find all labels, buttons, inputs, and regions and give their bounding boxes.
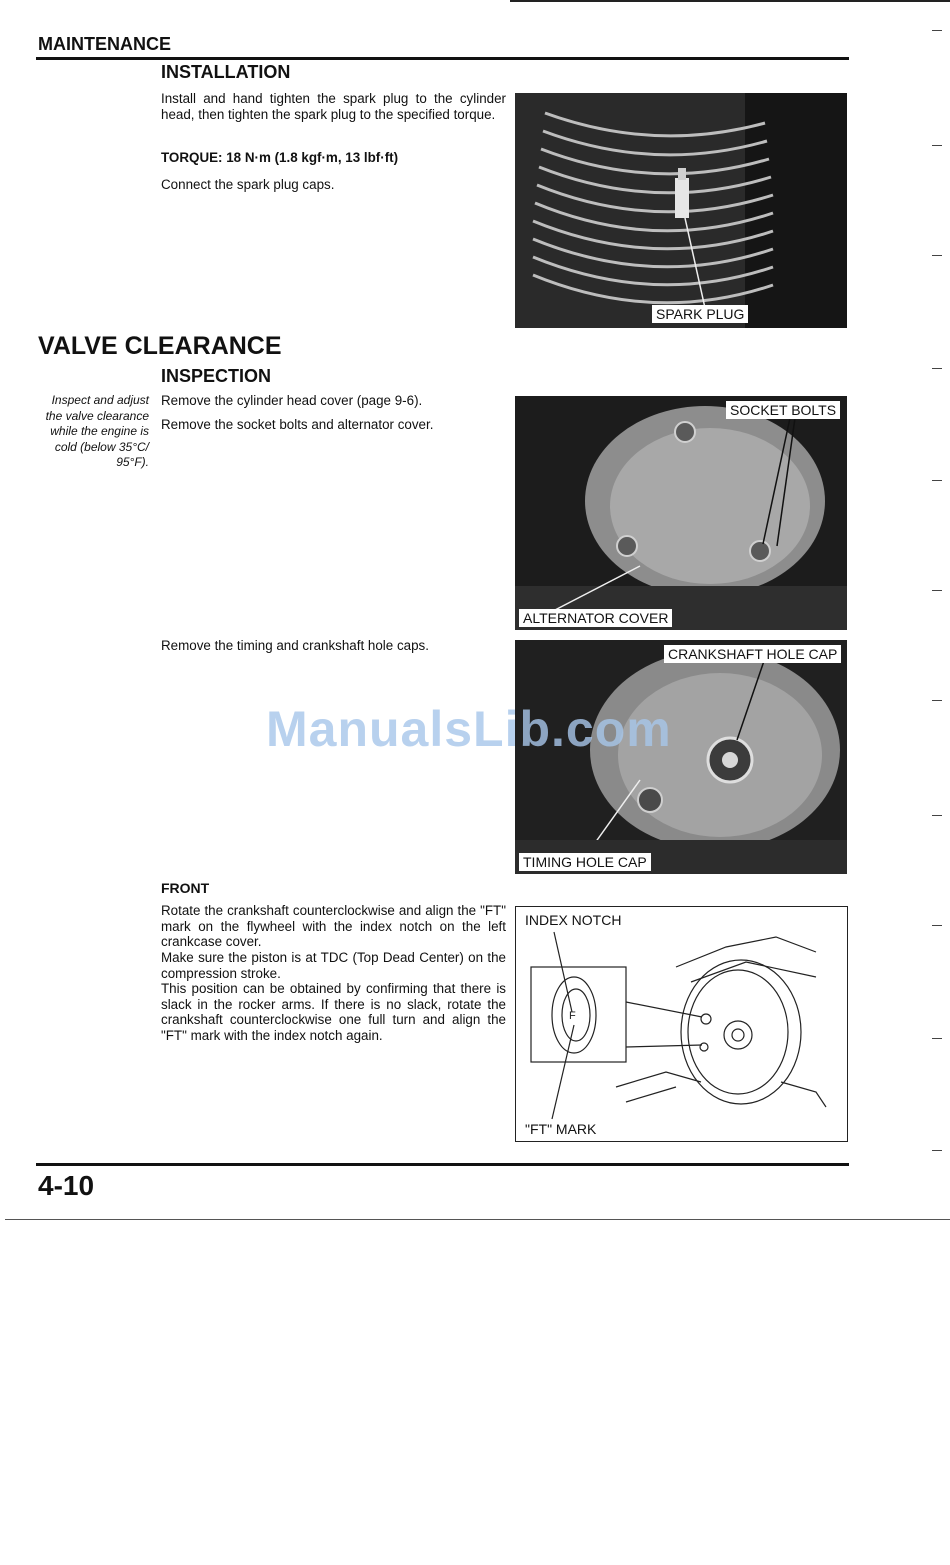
remove-hole-caps-text: Remove the timing and crankshaft hole caps.: [161, 638, 429, 653]
page-number: 4-10: [38, 1170, 95, 1201]
top-scan-rule: [510, 0, 950, 2]
rotate-crankshaft-text: Rotate the crankshaft counterclockwise and align the "FT" mark on the flywheel with the index notch on the left crankcase cover.: [161, 903, 506, 950]
spark-plug-illustration: [515, 93, 847, 328]
edge-mark: [932, 145, 942, 146]
ft-mark-label: "FT" MARK: [525, 1121, 597, 1137]
edge-mark: [932, 255, 942, 256]
slack-text: This position can be obtained by confirming that there is slack in the rocker arms. If there is no slack, rotate the crankshaft counterclockwise one full turn and align the "FT" mark with the index notch again.: [161, 981, 506, 1043]
remove-socket-bolts-text: Remove the socket bolts and alternator cover.: [161, 417, 434, 432]
front-heading: FRONT: [161, 880, 210, 896]
tdc-text: Make sure the piston is at TDC (Top Dead Center) on the compression stroke.: [161, 950, 506, 981]
installation-heading: INSTALLATION: [161, 62, 291, 82]
edge-mark: [932, 815, 942, 816]
edge-mark: [932, 590, 942, 591]
header-rule: [36, 57, 849, 60]
alternator-cover-label: ALTERNATOR COVER: [519, 609, 672, 627]
alternator-cover-photo: [515, 396, 847, 630]
valve-clearance-title: VALVE CLEARANCE: [38, 332, 282, 360]
index-notch-label: INDEX NOTCH: [525, 912, 622, 928]
edge-mark: [932, 30, 942, 31]
remove-head-cover-text: Remove the cylinder head cover (page 9-6).: [161, 393, 423, 408]
ft-mark-illustration: [516, 907, 847, 1141]
ft-mark-drawing: [515, 906, 848, 1142]
torque-spec: TORQUE: 18 N·m (1.8 kgf·m, 13 lbf·ft): [161, 150, 399, 165]
connect-caps-text: Connect the spark plug caps.: [161, 177, 335, 192]
timing-hole-cap-label: TIMING HOLE CAP: [519, 853, 651, 871]
crankshaft-hole-cap-label: CRANKSHAFT HOLE CAP: [664, 645, 841, 663]
edge-mark: [932, 1150, 942, 1151]
footer-rule: [36, 1163, 849, 1166]
edge-mark: [932, 700, 942, 701]
spark-plug-photo: [515, 93, 847, 328]
spark-plug-label: SPARK PLUG: [652, 305, 748, 323]
installation-text: Install and hand tighten the spark plug to the cylinder head, then tighten the spark plug to the specified torque.: [161, 91, 506, 122]
inspection-heading: INSPECTION: [161, 366, 272, 386]
alternator-cover-illustration: [515, 396, 847, 630]
side-note: Inspect and adjust the valve clearance while the engine is cold (below 35°C/ 95°F).: [45, 393, 149, 470]
edge-mark: [932, 925, 942, 926]
scan-edge-line: [5, 1219, 950, 1220]
edge-mark: [932, 480, 942, 481]
edge-mark: [932, 368, 942, 369]
svg-text:F: F: [569, 1010, 576, 1022]
socket-bolts-label: SOCKET BOLTS: [726, 401, 840, 419]
watermark: ManualsLib.com: [266, 701, 672, 757]
edge-mark: [932, 1038, 942, 1039]
section-header: MAINTENANCE: [38, 34, 171, 54]
